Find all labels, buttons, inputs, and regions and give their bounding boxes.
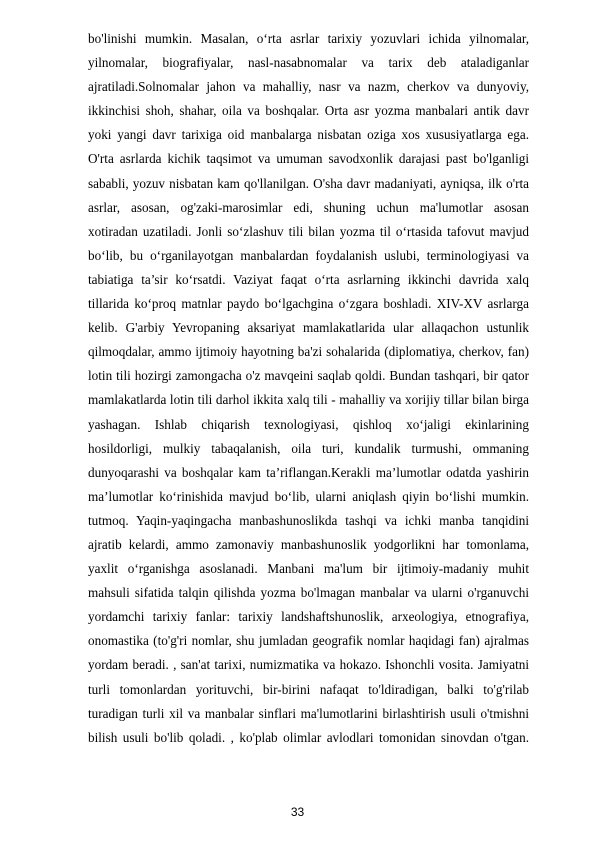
text-line: ajratiladi.Solnomalar jahon va mahalliy, nasr va nazm, cherkov va dunyoviy, <box>88 79 529 95</box>
text-line: turadigan turli xil va manbalar sinflari ma'lumotlarini birlashtirish usuli o'tmishni <box>88 705 529 721</box>
text-line: mahsuli sifatida talqin qilishda yozma bo'lmagan manbalar va ularni o'rganuvchi <box>88 585 529 601</box>
text-line: onomastika (to'g'ri nomlar, shu jumladan geografik nomlar haqidagi fan) ajralmas <box>88 633 529 649</box>
text-line: yashagan. Ishlab chiqarish texnologiyasi, qishloq xo‘jaligi ekinlarining <box>88 416 529 432</box>
text-line: tillarida ko‘proq matnlar paydo bo‘lgachgina o‘zgara boshladi. XIV-XV asrlarga <box>88 296 529 312</box>
text-line: yaxlit o‘rganishga asoslanadi. Manbani ma'lum bir ijtimoiy-madaniy muhit <box>88 561 529 577</box>
body-text <box>88 27 529 750</box>
text-line: yordamchi tarixiy fanlar: tarixiy landshaftshunoslik, arxeologiya, etnografiya, <box>88 609 529 625</box>
text-line: yoki yangi davr tarixiga oid manbalarga nisbatan oziga xos xususiyatlarga ega. <box>88 127 529 143</box>
text-line: qilmoqdalar, ammo ijtimoiy hayotning ba'zi sohalarida (diplomatiya, cherkov, fan) <box>88 344 529 360</box>
text-line: lotin tili hozirgi zamongacha o'z mavqeini saqlab qoldi. Bundan tashqari, bir qator <box>88 368 529 384</box>
text-line: turli tomonlardan yorituvchi, bir-birini nafaqat to'ldiradigan, balki to'g'rilab <box>88 681 529 697</box>
text-line: asrlar, asosan, og'zaki-marosimlar edi, shuning uchun ma'lumotlar asosan <box>88 199 529 215</box>
text-line: bilish usuli bo'lib qoladi. , ko'plab olimlar avlodlari tomonidan sinovdan o'tgan. <box>88 729 529 745</box>
text-line: ikkinchisi shoh, shahar, oila va boshqalar. Orta asr yozma manbalari antik davr <box>88 103 529 119</box>
text-line: xotiradan uzatiladi. Jonli so‘zlashuv tili bilan yozma til o‘rtasida tafovut mavjud <box>88 223 529 239</box>
text-line: mamlakatlarda lotin tili darhol ikkita xalq tili - mahalliy va xorijiy tillar bilan birga <box>88 392 529 408</box>
text-line: ma’lumotlar ko‘rinishida mavjud bo‘lib, ularni aniqlash qiyin bo‘lishi mumkin. <box>88 488 529 504</box>
text-line: tutmoq. Yaqin-yaqingacha manbashunoslikda tashqi va ichki manba tanqidini <box>88 512 529 528</box>
text-line: yilnomalar, biografiyalar, nasl-nasabnomalar va tarix deb ataladiganlar <box>88 55 529 71</box>
text-line: dunyoqarashi va boshqalar kam ta’riflangan.Kerakli ma’lumotlar odatda yashirin <box>88 464 529 480</box>
text-line: hosildorligi, mulkiy tabaqalanish, oila turi, kundalik turmushi, ommaning <box>88 440 529 456</box>
text-line: bo‘lib, bu o‘rganilayotgan manbalardan foydalanish uslubi, terminologiyasi va <box>88 247 529 263</box>
page-number: 33 <box>290 805 305 819</box>
text-line: bo'linishi mumkin. Masalan, o‘rta asrlar tarixiy yozuvlari ichida yilnomalar, <box>88 31 529 46</box>
text-line: sababli, yozuv nisbatan kam qo'llanilgan. O'sha davr madaniyati, ayniqsa, ilk o'rta <box>88 175 529 191</box>
text-line: yordam beradi. , san'at tarixi, numizmatika va hokazo. Ishonchli vosita. Jamiyatni <box>88 657 529 673</box>
text-line: kelib. G'arbiy Yevropaning aksariyat mamlakatlarida ular allaqachon ustunlik <box>88 320 529 336</box>
text-line: ajratib kelardi, ammo zamonaviy manbashunoslik yodgorlikni har tomonlama, <box>88 536 529 552</box>
text-line: O'rta asrlarda kichik taqsimot va umuman savodxonlik darajasi past bo'lganligi <box>88 151 529 167</box>
text-line: tabiatiga ta’sir ko‘rsatdi. Vaziyat faqat o‘rta asrlarning ikkinchi davrida xalq <box>88 271 529 287</box>
